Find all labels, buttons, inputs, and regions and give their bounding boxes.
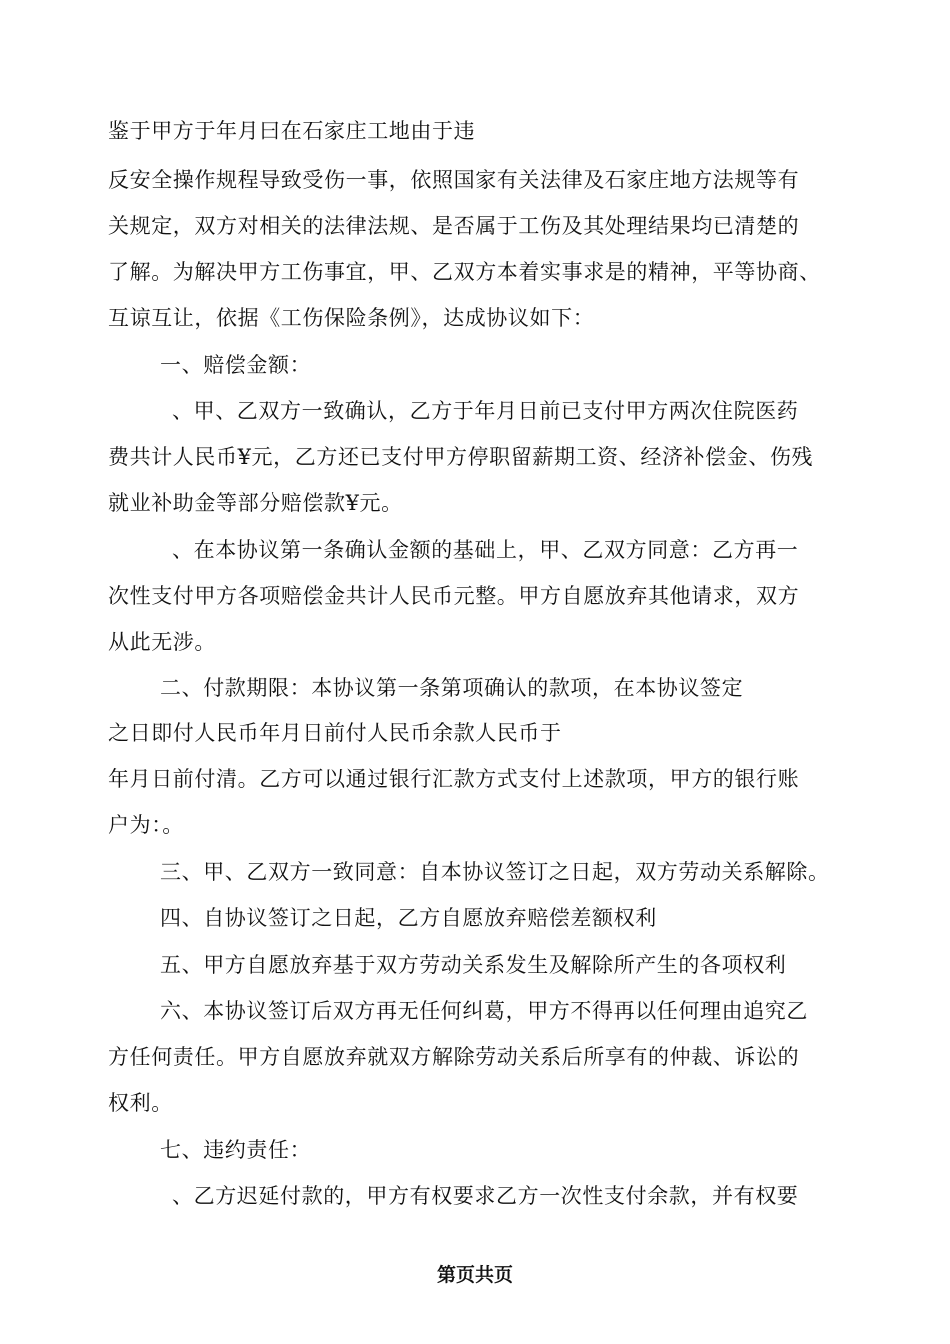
section-heading: 三、甲、乙双方一致同意：自本协议签订之日起，双方劳动关系解除。 bbox=[160, 860, 830, 884]
text-line: 关规定，双方对相关的法律法规、是否属于工伤及其处理结果均已清楚的 bbox=[108, 214, 800, 238]
section-heading: 六、本协议签订后双方再无任何纠葛，甲方不得再以任何理由追究乙 bbox=[160, 999, 808, 1023]
text-line: 、乙方迟延付款的，甲方有权要求乙方一次性支付余款，并有权要 bbox=[172, 1184, 799, 1208]
text-line: 户为：。 bbox=[108, 813, 184, 837]
text-line: 了解。为解决甲方工伤事宜，甲、乙双方本着实事求是的精神，平等协商、 bbox=[108, 260, 821, 284]
page-footer: 第页共页 bbox=[436, 1264, 513, 1286]
text-line: 从此无涉。 bbox=[108, 630, 216, 654]
text-line: 反安全操作规程导致受伤一事，依照国家有关法律及石家庄地方法规等有 bbox=[108, 168, 800, 192]
text-line: 、甲、乙双方一致确认，乙方于年月日前已支付甲方两次住院医药 bbox=[172, 399, 799, 423]
section-heading: 二、付款期限：本协议第一条第项确认的款项，在本协议签定 bbox=[160, 676, 744, 700]
text-line: 次性支付甲方各项赔偿金共计人民币元整。甲方自愿放弃其他请求，双方 bbox=[108, 584, 800, 608]
text-line: 就业补助金等部分赔偿款¥元。 bbox=[108, 491, 403, 515]
text-line: 之日即付人民币年月日前付人民币余款人民币于 bbox=[108, 721, 562, 745]
text-line: 方任何责任。甲方自愿放弃就双方解除劳动关系后所享有的仲裁、诉讼的 bbox=[108, 1045, 800, 1069]
text-line: 费共计人民币¥元，乙方还已支付甲方停职留薪期工资、经济补偿金、伤残 bbox=[108, 445, 814, 469]
section-heading: 四、自协议签订之日起，乙方自愿放弃赔偿差额权利 bbox=[160, 906, 657, 930]
section-heading: 一、赔偿金额： bbox=[160, 353, 312, 377]
text-line: 鉴于甲方于年月曰在石家庄工地由于违 bbox=[108, 119, 476, 143]
text-line: 互谅互让，依据《工伤保险条例》，达成协议如下： bbox=[108, 306, 595, 330]
text-line: 权利。 bbox=[108, 1091, 173, 1115]
section-heading: 五、甲方自愿放弃基于双方劳动关系发生及解除所产生的各项权利 bbox=[160, 953, 787, 977]
text-line: 年月日前付清。乙方可以通过银行汇款方式支付上述款项，甲方的银行账 bbox=[108, 767, 800, 791]
section-heading: 七、违约责任： bbox=[160, 1138, 312, 1162]
text-line: 、在本协议第一条确认金额的基础上，甲、乙双方同意：乙方再一 bbox=[172, 538, 799, 562]
